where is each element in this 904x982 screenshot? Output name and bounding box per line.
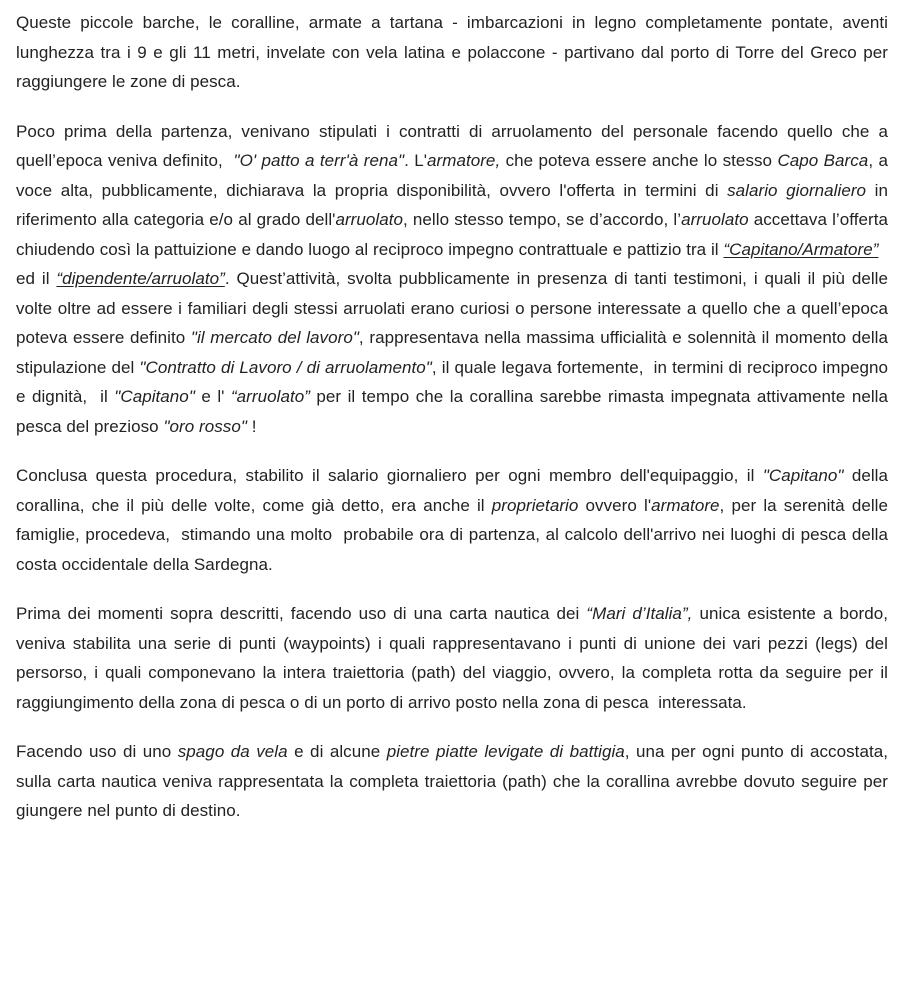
- text-run: della corallina, che il più delle volte, come già detto, era anche il: [16, 466, 888, 515]
- italic-term: armatore,: [427, 151, 501, 170]
- text-run: , nello stesso tempo, se d’accordo, l’: [403, 210, 682, 229]
- italic-quote: "oro rosso": [163, 416, 247, 436]
- italic-quote: “arruolato”: [230, 387, 310, 406]
- text-run: Queste piccole barche, le coralline, armate a tartana - imbarcazioni in legno completamente pontate, aventi lunghezza tra i 9 e gli 11 metri, invelate con vela latina e polaccone - partivano dal porto di Torre del Greco per raggiungere le zone di pesca.: [16, 13, 888, 91]
- text-run: che poteva essere anche lo stesso: [500, 151, 778, 170]
- italic-quote: "Contratto di Lavoro / di arruolamento": [139, 357, 432, 377]
- text-run: . Quest’attività, svolta pubblicamente in presenza di tanti testimoni, i quali il più delle volte oltre ad essere i familiari degli stessi arruolati erano curiosi o persone interessate a quello che a quell’epoca poteva essere definito: [16, 269, 888, 347]
- paragraph-3: [16, 461, 888, 579]
- italic-quote: "Capitano": [114, 387, 195, 406]
- text-run: , a voce alta, pubblicamente, dichiarava la propria disponibilità, ovvero l'offerta in termini di: [16, 151, 888, 200]
- text-run: ed il: [16, 239, 888, 288]
- italic-term: arruolato: [681, 210, 749, 229]
- italic-term: pietre piatte levigate di battigia: [386, 742, 625, 761]
- text-run: Poco prima della partenza, venivano stipulati i contratti di arruolamento del personale facendo quello che a quell’epoca veniva definito,: [16, 121, 888, 170]
- text-run: Conclusa questa procedura, stabilito il salario giornaliero per ogni membro dell'equipaggio, il: [16, 466, 763, 485]
- text-run: unica esistente a bordo, veniva stabilita una serie di punti (waypoints) i quali rappresentavano i punti di unione dei vari pezzi (legs) del persorso, i quali componevano la intera traiettoria (path) del viaggio, ovvero, la completa rotta da seguire per il raggiungimento della zona di pesca o di un porto di arrivo posto nella zona di pesca interessata.: [16, 604, 888, 712]
- text-run: , una per ogni punto di accostata, sulla carta nautica veniva rappresentata la completa traiettoria (path) che la corallina avrebbe dovuto seguire per giungere nel punto di destino.: [16, 742, 888, 820]
- underlined-term: “Capitano/Armatore”: [723, 239, 879, 259]
- text-run: !: [246, 416, 257, 436]
- italic-quote: “Mari d’Italia”,: [586, 604, 693, 623]
- italic-term: proprietario: [491, 495, 579, 515]
- italic-term: arruolato: [335, 210, 404, 229]
- italic-term: armatore: [651, 495, 720, 515]
- italic-quote: "il mercato del lavoro": [190, 328, 359, 347]
- italic-quote: "Capitano": [762, 466, 844, 485]
- text-run: , rappresentava nella massima ufficialità e solennità il momento della stipulazione del: [16, 328, 888, 377]
- italic-term: spago da vela: [177, 742, 288, 761]
- text-run: e di alcune: [287, 742, 387, 761]
- text-run: in riferimento alla categoria e/o al grado dell': [16, 180, 888, 229]
- text-run: , il quale legava fortemente, in termini di reciproco impegno e dignità, il: [16, 357, 888, 406]
- paragraph-2: [16, 117, 888, 442]
- text-run: accettava l’offerta chiudendo così la pattuizione e dando luogo al reciproco impegno contrattuale e pattizio tra il: [16, 210, 888, 259]
- italic-quote: "O' patto a terr'à rena": [233, 151, 405, 170]
- paragraph-4: [16, 599, 888, 717]
- text-run: ovvero l': [578, 495, 652, 515]
- italic-term: Capo Barca: [777, 151, 869, 170]
- text-run: . L': [404, 151, 428, 170]
- underlined-term: “dipendente/arruolato”: [56, 269, 225, 288]
- text-run: e l': [194, 387, 231, 406]
- text-run: Prima dei momenti sopra descritti, facendo uso di una carta nautica dei: [16, 604, 587, 623]
- text-run: , per la serenità delle famiglie, procedeva, stimando una molto probabile ora di partenza, al calcolo dell'arrivo nei luoghi di pesca della costa occidentale della Sardegna.: [16, 495, 888, 574]
- text-run: per il tempo che la corallina sarebbe rimasta impegnata attivamente nella pesca del prezioso: [16, 387, 888, 436]
- text-run: Facendo uso di uno: [16, 742, 178, 761]
- paragraph-5: [16, 737, 888, 826]
- paragraph-1: [16, 8, 888, 97]
- italic-term: salario giornaliero: [727, 180, 867, 200]
